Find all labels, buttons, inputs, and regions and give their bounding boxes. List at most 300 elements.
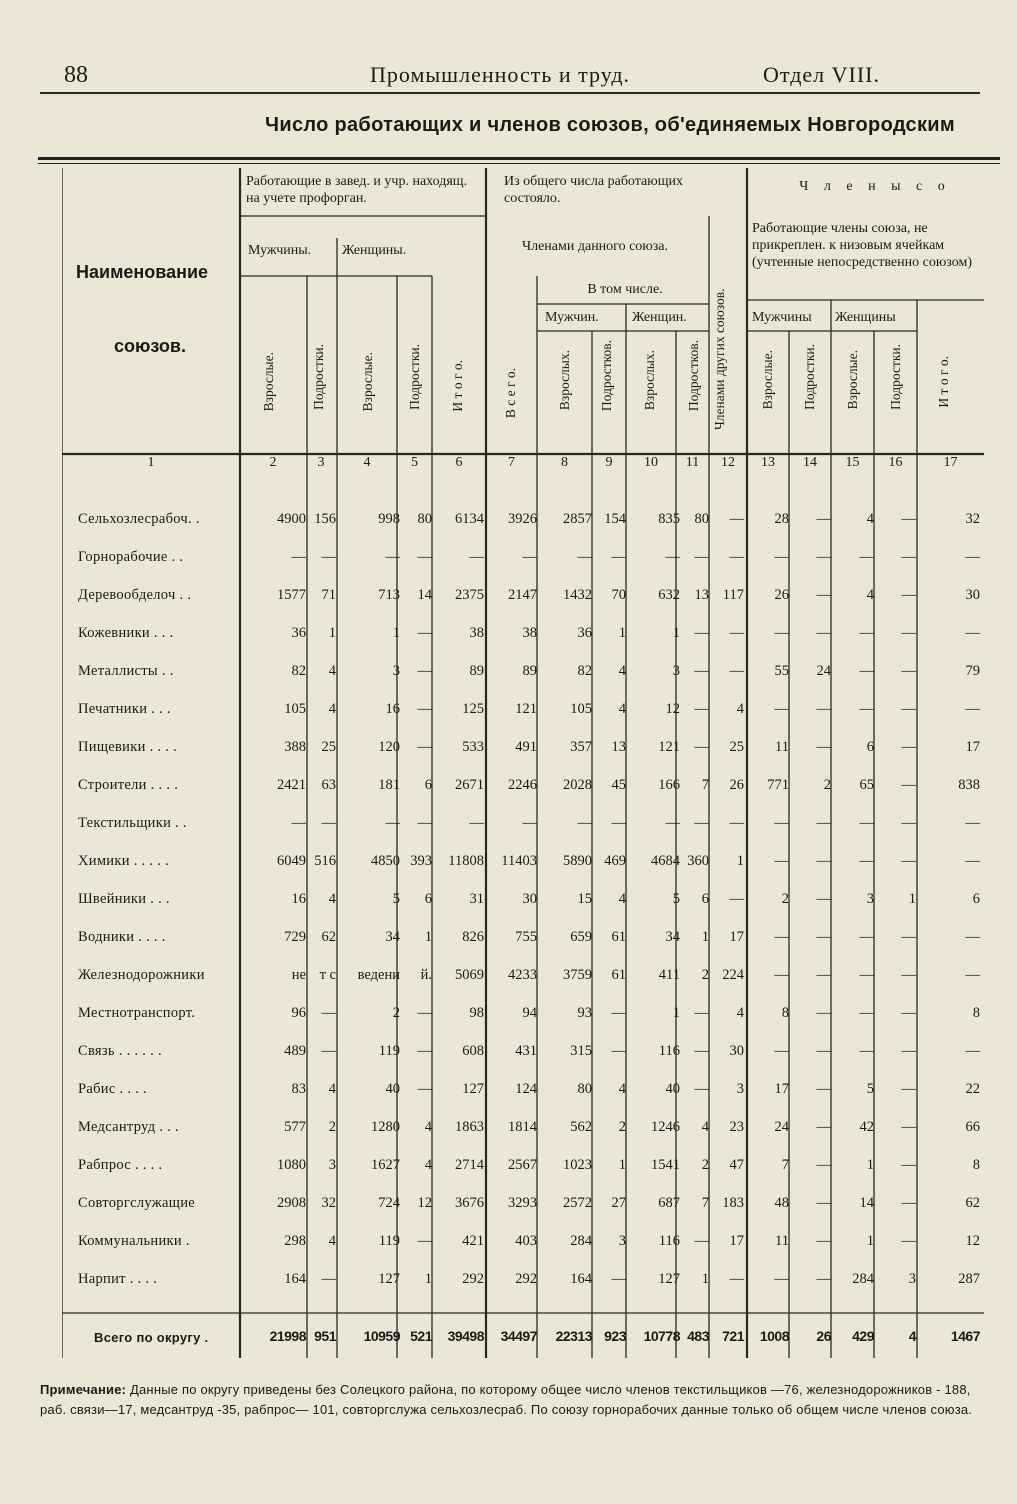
- cell-col12: 224: [722, 967, 744, 983]
- cell-col8: 659: [570, 929, 592, 945]
- cell-col6: 11808: [448, 853, 484, 869]
- total-cell-col6: 39498: [447, 1328, 484, 1344]
- cell-col2: —: [291, 549, 306, 565]
- cell-col7: 38: [522, 625, 537, 641]
- total-cell-col4: 10959: [363, 1328, 400, 1344]
- union-name: Печатники . . .: [78, 701, 171, 717]
- cell-col13: —: [774, 967, 789, 983]
- cell-col3: 4: [328, 1233, 336, 1249]
- cell-col15: 1: [866, 1157, 874, 1173]
- table-row: [0, 1195, 1017, 1219]
- cell-col17: 8: [972, 1005, 980, 1021]
- total-cell-col7: 34497: [500, 1328, 537, 1344]
- cell-col15: 42: [859, 1119, 874, 1135]
- header-including: В том числе.: [587, 282, 663, 297]
- cell-col16: —: [901, 1081, 916, 1097]
- cell-col3: 32: [321, 1195, 336, 1211]
- cell-col4: 4850: [371, 853, 400, 869]
- cell-col9: 61: [611, 967, 626, 983]
- cell-col5: 393: [410, 853, 432, 869]
- cell-col13: 11: [775, 1233, 789, 1249]
- cell-col7: 3926: [508, 511, 537, 527]
- cell-col14: —: [816, 1119, 831, 1135]
- cell-col8: —: [577, 815, 592, 831]
- header-women2: Женщины: [835, 310, 896, 325]
- cell-col16: —: [901, 967, 916, 983]
- cell-col6: 38: [469, 625, 484, 641]
- cell-col12: 1: [736, 853, 744, 869]
- cell-col2: 96: [291, 1005, 306, 1021]
- cell-col5: 4: [424, 1157, 432, 1173]
- cell-col13: —: [774, 853, 789, 869]
- cell-col10: —: [665, 815, 680, 831]
- union-name: Нарпит . . . .: [78, 1271, 158, 1287]
- cell-col4: 1280: [371, 1119, 400, 1135]
- cell-col17: 12: [965, 1233, 980, 1249]
- table-row: [0, 929, 1017, 953]
- cell-col8: 1432: [563, 587, 592, 603]
- footnote: [40, 1380, 980, 1420]
- cell-col17: 287: [958, 1271, 980, 1287]
- cell-col12: 17: [729, 1233, 744, 1249]
- cell-col6: 1863: [455, 1119, 484, 1135]
- cell-col11: 1: [701, 929, 709, 945]
- table-grid: [62, 168, 984, 1368]
- table-row: [0, 625, 1017, 649]
- cell-col14: —: [816, 511, 831, 527]
- cell-col4: 127: [378, 1271, 400, 1287]
- table-row: [0, 663, 1017, 687]
- cell-col4: —: [385, 549, 400, 565]
- cell-col13: 28: [774, 511, 789, 527]
- cell-col5: —: [417, 739, 432, 755]
- union-name: Текстильщики . .: [78, 815, 187, 831]
- cell-col11: —: [694, 1043, 709, 1059]
- cell-col15: 4: [866, 511, 874, 527]
- cell-col14: —: [816, 891, 831, 907]
- table-row: [0, 1119, 1017, 1143]
- cell-col13: —: [774, 1271, 789, 1287]
- cell-col6: 127: [462, 1081, 484, 1097]
- cell-col15: 4: [866, 587, 874, 603]
- column-number-9: 9: [605, 455, 613, 470]
- cell-col7: 94: [522, 1005, 537, 1021]
- cell-col14: —: [816, 701, 831, 717]
- cell-col4: 119: [378, 1043, 400, 1059]
- cell-col7: 292: [515, 1271, 537, 1287]
- cell-col8: 284: [570, 1233, 592, 1249]
- total-cell-col12: 721: [722, 1328, 744, 1344]
- header-col3: Подростки.: [311, 344, 326, 410]
- cell-col3: 1: [328, 625, 336, 641]
- cell-col15: —: [859, 1005, 874, 1021]
- table-row: [0, 1271, 1017, 1295]
- cell-col15: 14: [859, 1195, 874, 1211]
- cell-col15: —: [859, 1043, 874, 1059]
- cell-col5: 80: [417, 511, 432, 527]
- cell-col15: —: [859, 663, 874, 679]
- cell-col9: 1: [618, 625, 626, 641]
- title-rule-thin: [38, 163, 1000, 164]
- cell-col3: —: [321, 1271, 336, 1287]
- cell-col10: 687: [658, 1195, 680, 1211]
- cell-col7: —: [522, 549, 537, 565]
- union-name: Связь . . . . . .: [78, 1043, 162, 1059]
- cell-col16: —: [901, 777, 916, 793]
- cell-col3: 4: [328, 701, 336, 717]
- cell-col8: 315: [570, 1043, 592, 1059]
- cell-col4: 2: [392, 1005, 400, 1021]
- cell-col16: —: [901, 929, 916, 945]
- cell-col2: 388: [284, 739, 306, 755]
- cell-col10: 12: [665, 701, 680, 717]
- header-col9: Подростков.: [599, 340, 614, 412]
- cell-col2: не: [291, 967, 306, 983]
- cell-col6: 533: [462, 739, 484, 755]
- cell-col16: 3: [908, 1271, 916, 1287]
- header-col4: Взрослые.: [360, 352, 375, 412]
- column-number-11: 11: [685, 455, 700, 470]
- cell-col16: —: [901, 1119, 916, 1135]
- total-cell-col3: 951: [314, 1328, 336, 1344]
- table-row: [0, 1043, 1017, 1067]
- total-row-label: Всего по округу .: [94, 1330, 209, 1345]
- cell-col6: 5069: [455, 967, 484, 983]
- table-row: [0, 1233, 1017, 1257]
- name-column-header-1: Наименование: [76, 262, 209, 282]
- cell-col3: 516: [314, 853, 336, 869]
- cell-col13: 26: [774, 587, 789, 603]
- cell-col2: 83: [291, 1081, 306, 1097]
- cell-col4: 5: [392, 891, 400, 907]
- table-row: [0, 739, 1017, 763]
- cell-col15: —: [859, 701, 874, 717]
- header-women: Женщины.: [342, 243, 407, 258]
- cell-col2: 36: [291, 625, 306, 641]
- name-column-header-2: союзов.: [114, 336, 186, 356]
- table-row: [0, 587, 1017, 611]
- cell-col10: 1246: [651, 1119, 680, 1135]
- cell-col3: —: [321, 815, 336, 831]
- table-row: [0, 701, 1017, 725]
- cell-col17: —: [965, 815, 980, 831]
- cell-col9: —: [611, 1271, 626, 1287]
- cell-col9: 61: [611, 929, 626, 945]
- header-col16: Подростки.: [888, 344, 903, 410]
- total-cell-col11: 483: [687, 1328, 709, 1344]
- cell-col10: 1: [672, 1005, 680, 1021]
- cell-col14: —: [816, 587, 831, 603]
- cell-col12: —: [729, 891, 744, 907]
- table-row: [0, 1081, 1017, 1105]
- cell-col7: 1814: [508, 1119, 537, 1135]
- cell-col2: 729: [284, 929, 306, 945]
- header-col8: Взрослых.: [557, 350, 572, 411]
- cell-col12: —: [729, 549, 744, 565]
- cell-col9: 27: [611, 1195, 626, 1211]
- header-col5: Подростки.: [407, 344, 422, 410]
- cell-col16: —: [901, 701, 916, 717]
- cell-col11: 7: [701, 1195, 709, 1211]
- cell-col12: 4: [736, 701, 744, 717]
- cell-col11: —: [694, 663, 709, 679]
- cell-col8: 1023: [563, 1157, 592, 1173]
- cell-col9: 2: [618, 1119, 626, 1135]
- cell-col4: 181: [378, 777, 400, 793]
- cell-col15: —: [859, 549, 874, 565]
- cell-col8: 2857: [563, 511, 592, 527]
- cell-col3: 62: [321, 929, 336, 945]
- union-name: Химики . . . . .: [78, 853, 170, 869]
- cell-col17: —: [965, 929, 980, 945]
- cell-col13: —: [774, 701, 789, 717]
- cell-col10: 3: [672, 663, 680, 679]
- cell-col9: 4: [618, 891, 626, 907]
- cell-col12: 117: [722, 587, 744, 603]
- cell-col14: —: [816, 1195, 831, 1211]
- column-number-1: 1: [147, 455, 155, 470]
- cell-col15: 284: [852, 1271, 874, 1287]
- cell-col7: 30: [522, 891, 537, 907]
- header-col10: Взрослых.: [642, 350, 657, 411]
- cell-col16: —: [901, 1157, 916, 1173]
- header-working: Работающие в завед. и учр. находящ. на учете профорган.: [246, 174, 468, 206]
- total-cell-col17: 1467: [950, 1328, 980, 1344]
- table-title: Число работающих и членов союзов, об'единяемых Новгородским: [265, 114, 955, 136]
- header-col2: Взрослые.: [261, 352, 276, 412]
- cell-col17: —: [965, 701, 980, 717]
- cell-col6: 89: [469, 663, 484, 679]
- cell-col3: 2: [328, 1119, 336, 1135]
- cell-col8: 164: [570, 1271, 592, 1287]
- cell-col16: —: [901, 1043, 916, 1059]
- cell-col17: 6: [972, 891, 980, 907]
- cell-col5: 6: [424, 777, 432, 793]
- cell-col16: —: [901, 815, 916, 831]
- union-name: Водники . . . .: [78, 929, 166, 945]
- cell-col10: 34: [665, 929, 680, 945]
- header-men-short: Мужчин.: [545, 310, 599, 325]
- total-cell-col13: 1008: [759, 1328, 789, 1344]
- cell-col13: 2: [781, 891, 789, 907]
- cell-col16: —: [901, 853, 916, 869]
- footnote-text: Данные по округу приведены без Солецкого района, по которому общее число членов текстильщиков —76, железнодорожников - 188, раб. связи—17, медсантруд -35, рабпрос— 101, совторгслужа сельхозлесраб. По союзу горнорабочих данные только об общем числе членов союза.: [40, 1382, 973, 1417]
- cell-col3: 4: [328, 663, 336, 679]
- cell-col5: 1: [424, 1271, 432, 1287]
- section-label: Отдел VIII.: [762, 62, 880, 87]
- column-number-15: 15: [845, 455, 860, 470]
- header-men: Мужчины.: [248, 243, 312, 258]
- column-number-13: 13: [761, 455, 775, 470]
- cell-col6: 2671: [455, 777, 484, 793]
- cell-col14: —: [816, 625, 831, 641]
- cell-col9: —: [611, 815, 626, 831]
- cell-col10: 121: [658, 739, 680, 755]
- cell-col3: 156: [314, 511, 336, 527]
- union-name: Швейники . . .: [78, 891, 170, 907]
- cell-col6: 6134: [455, 511, 484, 527]
- cell-col17: 66: [965, 1119, 980, 1135]
- cell-col6: —: [469, 549, 484, 565]
- cell-col10: 1541: [651, 1157, 680, 1173]
- cell-col13: —: [774, 625, 789, 641]
- column-number-8: 8: [561, 455, 568, 470]
- cell-col11: —: [694, 739, 709, 755]
- cell-col7: 124: [515, 1081, 537, 1097]
- cell-col11: 2: [701, 1157, 709, 1173]
- cell-col14: —: [816, 739, 831, 755]
- cell-col15: 65: [859, 777, 874, 793]
- cell-col10: 166: [658, 777, 680, 793]
- cell-col3: 63: [321, 777, 336, 793]
- cell-col12: —: [729, 663, 744, 679]
- cell-col6: 826: [462, 929, 484, 945]
- cell-col3: —: [321, 1005, 336, 1021]
- cell-col17: —: [965, 549, 980, 565]
- cell-col2: 577: [284, 1119, 306, 1135]
- cell-col14: —: [816, 815, 831, 831]
- header-of-total: Из общего числа работающих состояло.: [504, 174, 683, 206]
- cell-col5: —: [417, 625, 432, 641]
- cell-col5: —: [417, 1233, 432, 1249]
- cell-col14: —: [816, 1233, 831, 1249]
- cell-col2: 1080: [277, 1157, 306, 1173]
- total-cell-col8: 22313: [555, 1328, 592, 1344]
- cell-col5: —: [417, 663, 432, 679]
- cell-col5: —: [417, 549, 432, 565]
- cell-col7: —: [522, 815, 537, 831]
- column-number-2: 2: [269, 455, 277, 470]
- column-number-4: 4: [363, 455, 371, 470]
- cell-col17: —: [965, 625, 980, 641]
- header-col11: Подростков.: [686, 340, 701, 412]
- cell-col8: 93: [577, 1005, 592, 1021]
- union-name: Медсантруд . . .: [78, 1119, 179, 1135]
- cell-col9: —: [611, 1005, 626, 1021]
- cell-col5: 1: [424, 929, 432, 945]
- cell-col12: —: [729, 815, 744, 831]
- cell-col12: —: [729, 625, 744, 641]
- cell-col14: —: [816, 549, 831, 565]
- cell-col10: 127: [658, 1271, 680, 1287]
- cell-col12: 26: [729, 777, 744, 793]
- cell-col6: 3676: [455, 1195, 484, 1211]
- cell-col2: 2421: [277, 777, 306, 793]
- header-members-this-union: Членами данного союза.: [522, 239, 668, 254]
- cell-col10: 4684: [651, 853, 680, 869]
- cell-col15: —: [859, 625, 874, 641]
- cell-col3: 4: [328, 1081, 336, 1097]
- cell-col11: 7: [701, 777, 709, 793]
- cell-col6: 2714: [455, 1157, 484, 1173]
- cell-col5: й.: [420, 967, 432, 983]
- column-number-7: 7: [508, 455, 515, 470]
- cell-col11: 2: [701, 967, 709, 983]
- cell-col6: 125: [462, 701, 484, 717]
- cell-col15: 3: [866, 891, 874, 907]
- header-women-short: Женщин.: [632, 310, 687, 325]
- header-col17: И т о г о.: [936, 356, 951, 408]
- total-cell-col16: 4: [908, 1328, 916, 1344]
- cell-col16: —: [901, 587, 916, 603]
- cell-col12: 183: [722, 1195, 744, 1211]
- cell-col3: 71: [321, 587, 336, 603]
- cell-col8: 3759: [563, 967, 592, 983]
- cell-col2: 2908: [277, 1195, 306, 1211]
- cell-col5: —: [417, 1043, 432, 1059]
- header-col14: Подростки.: [802, 344, 817, 410]
- cell-col11: 13: [694, 587, 709, 603]
- cell-col10: 40: [665, 1081, 680, 1097]
- cell-col5: —: [417, 1081, 432, 1097]
- cell-col4: ведени: [357, 967, 400, 983]
- cell-col9: 45: [611, 777, 626, 793]
- cell-col7: 755: [515, 929, 537, 945]
- column-number-5: 5: [411, 455, 418, 470]
- cell-col9: —: [611, 1043, 626, 1059]
- cell-col16: —: [901, 1195, 916, 1211]
- cell-col14: 24: [816, 663, 831, 679]
- cell-col7: 89: [522, 663, 537, 679]
- union-name: Железнодорожники: [78, 967, 205, 983]
- cell-col14: —: [816, 1005, 831, 1021]
- union-name: Сельхозлесрабоч. .: [78, 511, 200, 527]
- cell-col5: 14: [417, 587, 432, 603]
- union-name: Коммунальники .: [78, 1233, 190, 1249]
- cell-col4: 1627: [371, 1157, 400, 1173]
- cell-col10: 116: [658, 1043, 680, 1059]
- table-row: [0, 967, 1017, 991]
- page-number: 88: [64, 62, 88, 88]
- header-members-other: Членами других союзов.: [712, 288, 727, 430]
- cell-col4: 120: [378, 739, 400, 755]
- cell-col15: —: [859, 853, 874, 869]
- cell-col11: —: [694, 1005, 709, 1021]
- cell-col13: 7: [781, 1157, 789, 1173]
- cell-col6: 421: [462, 1233, 484, 1249]
- header-col13: Взрослые.: [760, 350, 775, 410]
- cell-col4: 998: [378, 511, 400, 527]
- total-cell-col15: 429: [852, 1328, 874, 1344]
- cell-col16: —: [901, 1233, 916, 1249]
- running-header: [40, 58, 980, 94]
- cell-col11: 360: [687, 853, 709, 869]
- column-number-14: 14: [803, 455, 817, 470]
- cell-col7: 2246: [508, 777, 537, 793]
- cell-col7: 491: [515, 739, 537, 755]
- cell-col9: —: [611, 549, 626, 565]
- total-cell-col2: 21998: [269, 1328, 306, 1344]
- cell-col14: —: [816, 967, 831, 983]
- cell-col10: —: [665, 549, 680, 565]
- cell-col14: —: [816, 1043, 831, 1059]
- cell-col17: 62: [965, 1195, 980, 1211]
- cell-col16: —: [901, 1005, 916, 1021]
- cell-col6: 98: [469, 1005, 484, 1021]
- cell-col16: —: [901, 663, 916, 679]
- cell-col4: 1: [392, 625, 400, 641]
- cell-col8: 105: [570, 701, 592, 717]
- column-number-10: 10: [644, 455, 658, 470]
- column-number-16: 16: [888, 455, 903, 470]
- cell-col11: 80: [694, 511, 709, 527]
- cell-col14: —: [816, 1081, 831, 1097]
- cell-col11: —: [694, 701, 709, 717]
- cell-col10: 116: [658, 1233, 680, 1249]
- cell-col3: —: [321, 1043, 336, 1059]
- cell-col14: 2: [823, 777, 831, 793]
- cell-col6: 292: [462, 1271, 484, 1287]
